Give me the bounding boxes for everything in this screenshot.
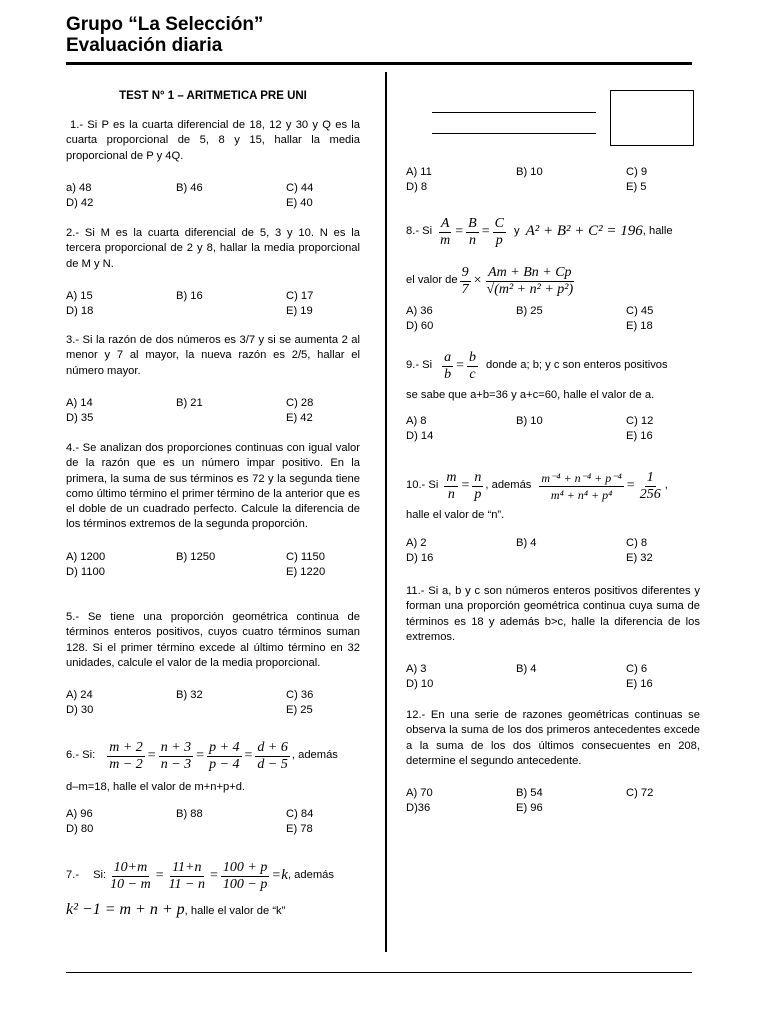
option-d[interactable]: D)36 [406, 802, 431, 815]
question-2 [66, 226, 360, 321]
option-e[interactable]: E) 42 [286, 411, 313, 424]
fraction-5: $\frac{Am + Bn + Cp}{\text{√(m² + n² + p²)}}$ [486, 264, 574, 297]
question-prefix: 7.- [66, 869, 80, 882]
question-prefix: 10.- Si [406, 479, 439, 492]
question-text: 1.- Si P es la cuarta diferencial de 18, 12 y 30 y Q es la cuarta proporcional de 5, 8 y 15, hallar la media proporcional de P y 4Q. [66, 119, 360, 162]
question-text: 2.- Si M es la cuarta diferencial de 5, 3 y 10. N es la tercera proporcional de 2 y 8, hallar la media proporcional de M y N. [66, 227, 360, 270]
fraction-1: $\frac{m + 2}{m - 2}$ [109, 739, 143, 772]
option-b[interactable]: B) 4 [516, 663, 537, 676]
fraction-2: $\frac{n}{p}$ [474, 469, 482, 502]
option-d[interactable]: D) 16 [406, 552, 434, 565]
test-title: TEST N° 1 – ARITMETICA PRE UNI [119, 90, 307, 102]
option-c[interactable]: C) 17 [286, 289, 314, 302]
fraction-3: $\frac{p + 4}{p - 4}$ [209, 739, 240, 772]
question-mid: , halle [642, 225, 673, 238]
option-a[interactable]: A) 1200 [66, 550, 106, 563]
question-mid: , además [485, 479, 532, 492]
option-a[interactable]: a) 48 [66, 181, 92, 194]
option-d[interactable]: D) 14 [406, 430, 434, 443]
option-b[interactable]: B) 46 [176, 181, 203, 194]
option-c[interactable]: C) 84 [286, 808, 314, 821]
fraction-3: $\frac{\text{m⁻⁴ + n⁻⁴ + p⁻⁴}}{\text{m⁴ + n⁴ + p⁴}}$ [541, 470, 622, 502]
question-9 [406, 344, 700, 446]
answer-options [66, 289, 360, 321]
equation-k: k² −1 = m + n + p [66, 901, 185, 918]
option-d[interactable]: D) 1100 [66, 565, 105, 578]
option-c[interactable]: C) 45 [626, 305, 654, 317]
option-b[interactable]: B) 1250 [176, 550, 216, 563]
option-b[interactable]: B) 10 [516, 166, 543, 178]
question-tail: , halle el valor de “k” [184, 905, 286, 917]
question-formula: 8.- Si $\frac{A}{m}$ = $\frac{B}{n}$ = $\frac{C}{p}$ y A² + B² + C² = 196 , halle [406, 215, 673, 248]
question-7 [66, 854, 360, 919]
option-d[interactable]: D) 30 [66, 704, 94, 717]
option-e[interactable]: E) 96 [516, 802, 543, 815]
option-c[interactable]: C) 9 [626, 166, 648, 178]
fraction-2: $\frac{B}{n}$ [468, 215, 477, 248]
option-c[interactable]: C) 12 [626, 415, 654, 428]
option-a[interactable]: A) 14 [66, 396, 93, 409]
option-d[interactable]: D) 18 [66, 304, 94, 317]
answer-options [406, 536, 700, 568]
question-prefix: 8.- Si [406, 225, 433, 238]
option-d[interactable]: D) 8 [406, 181, 428, 193]
option-d[interactable]: D) 80 [66, 823, 94, 836]
option-a[interactable]: A) 15 [66, 289, 93, 302]
document-header [66, 14, 263, 56]
question-text: 4.- Se analizan dos proporciones continuas con igual valor de la razón que es un número impar positivo. En la primera, la suma de sus términos es 72 y la segunda tiene como último término el primer término de la anterior que es el doble de un cuadrado perfecto. Calcule la diferencia de los términos extremos de la segunda proporción. [66, 442, 360, 531]
answer-options [66, 181, 360, 213]
option-b[interactable]: B) 32 [176, 689, 203, 702]
question-formula: 9.- Si $\frac{a}{b}$ = $\frac{b}{c}$ donde a; b; y c son enteros positivos [406, 349, 668, 382]
option-e[interactable]: E) 16 [626, 430, 653, 443]
question-prefix: 6.- Si: [66, 749, 96, 762]
question-text: 5.- Se tiene una proporción geométrica continua de términos enteros positivos, cuyos cuatro términos suman 128. Si el primer término excede al último término en 32 unidades, calcule el valor de la media proporcional. [66, 611, 360, 669]
option-b[interactable]: B) 4 [516, 537, 537, 550]
question-text [66, 902, 360, 919]
option-c[interactable]: C) 6 [626, 663, 648, 676]
fraction-4: $\frac{d + 6}{d - 5}$ [257, 739, 288, 772]
fraction-1: $\frac{m}{n}$ [446, 469, 457, 502]
question-11 [406, 584, 700, 694]
option-c[interactable]: C) 1150 [286, 550, 325, 563]
fraction-1: $\frac{A}{m}$ [440, 215, 451, 248]
question-12 [406, 708, 700, 818]
question-7-options [406, 165, 700, 197]
question-text: el valor de [406, 274, 458, 287]
question-text: 12.- En una serie de razones geométricas continuas se observa la suma de los dos primeros antecedentes excede a la suma de los dos últimos consecuentes en 208, determine el segundo antecedente. [406, 709, 700, 767]
header-rule [66, 62, 692, 65]
question-formula: 6.- Si: $\frac{m + 2}{m - 2}$ = $\frac{n + 3}{n - 3}$ = $\frac{p + 4}{p - 4}$ = $\frac{d + 6}{d - 5}$ , además [66, 739, 338, 772]
answer-options [406, 786, 700, 818]
fraction-1: $\frac{10+m}{10 - m}$ [110, 859, 151, 892]
option-e[interactable]: E) 32 [626, 552, 653, 565]
question-5 [66, 610, 360, 720]
option-e[interactable]: E) 16 [626, 678, 653, 691]
option-a[interactable]: A) 24 [66, 689, 93, 702]
question-text: 3.- Si la razón de dos números es 3/7 y si se aumenta 2 al menor y 7 al mayor, la nueva razón es 2/5, hallar el número mayor. [66, 334, 360, 377]
answer-options [406, 414, 700, 446]
question-8 [406, 210, 700, 336]
option-e[interactable]: E) 78 [286, 823, 313, 836]
option-c[interactable]: C) 8 [626, 537, 648, 550]
option-a[interactable]: A) 70 [406, 787, 433, 800]
fraction-4: $\frac{9}{7}$ [461, 264, 469, 297]
option-c[interactable]: C) 44 [286, 181, 314, 194]
name-line [432, 133, 596, 134]
option-e[interactable]: E) 40 [286, 196, 313, 209]
variable-k: k [281, 867, 288, 884]
answer-options [406, 662, 700, 694]
question-formula-2: el valor de $\frac{9}{7}$ × $\frac{Am + Bn + Cp}{\text{√(m² + n² + p²)}}$ [406, 264, 574, 297]
question-mid: donde a; b; y c son enteros positivos [486, 359, 668, 372]
fraction-2: $\frac{n + 3}{n - 3}$ [160, 739, 192, 772]
option-b[interactable]: B) 54 [516, 787, 543, 800]
question-10 [406, 464, 700, 568]
conjunction: y [513, 225, 520, 238]
fraction-3: $\frac{100 + p}{100 - p}$ [222, 859, 268, 892]
question-text: d–m=18, halle el valor de m+n+p+d. [66, 781, 246, 793]
option-e[interactable]: E) 18 [626, 320, 653, 332]
option-b[interactable]: B) 10 [516, 415, 543, 428]
answer-options [406, 165, 700, 197]
question-formula: 10.- Si $\frac{m}{n}$ = $\frac{n}{p}$ , además $\frac{\text{m⁻⁴ + n⁻⁴ + p⁻⁴}}{\text{m⁴ + n⁴ + p⁴}}$ = $\frac{1}{256}$ , [406, 469, 668, 502]
answer-options [66, 807, 360, 839]
option-b[interactable]: B) 88 [176, 808, 203, 821]
option-e[interactable]: E) 5 [626, 181, 647, 193]
answer-options [406, 304, 700, 336]
question-si: Si: [93, 869, 107, 882]
question-mid: , además [291, 749, 338, 762]
grade-box [610, 90, 694, 146]
option-e[interactable]: E) 1220 [286, 565, 326, 578]
column-divider [385, 72, 387, 952]
question-text: halle el valor de “n”. [406, 509, 505, 521]
question-text: se sabe que a+b=36 y a+c=60, halle el valor de a. [406, 389, 655, 401]
question-mid: , además [287, 869, 334, 882]
fraction-2: $\frac{11+n}{11 - n}$ [168, 859, 206, 892]
option-d[interactable]: D) 60 [406, 320, 434, 332]
fraction-2: $\frac{b}{c}$ [469, 349, 477, 382]
option-a[interactable]: A) 96 [66, 808, 93, 821]
fraction-4: $\frac{1}{256}$ [639, 469, 661, 502]
question-4 [66, 441, 360, 582]
equation-sum: A² + B² + C² = 196 [525, 223, 643, 240]
option-a[interactable]: A) 11 [406, 166, 432, 178]
option-b[interactable]: B) 16 [176, 289, 203, 302]
header-subtitle: Evaluación diaria [66, 35, 223, 56]
question-formula: 7.- Si: $\frac{10+m}{10 - m}$ = $\frac{11+n}{11 - n}$ = $\frac{100 + p}{100 - p}$ = k , además [66, 859, 334, 892]
footer-rule [66, 972, 692, 973]
option-e[interactable]: E) 25 [286, 704, 313, 717]
question-prefix: 9.- Si [406, 359, 433, 372]
option-c[interactable]: C) 28 [286, 396, 314, 409]
question-text: 11.- Si a, b y c son números enteros positivos diferentes y forman una proporción geométrica continua cuya suma de términos es 18 y además b>c, halle la diferencia de los extremos. [406, 585, 700, 643]
option-d[interactable]: D) 42 [66, 196, 94, 209]
option-a[interactable]: A) 2 [406, 537, 427, 550]
question-6 [66, 734, 360, 839]
header-group-name: Grupo “La Selección” [66, 14, 264, 35]
option-a[interactable]: A) 36 [406, 305, 433, 317]
option-a[interactable]: A) 8 [406, 415, 427, 428]
question-3 [66, 333, 360, 428]
answer-options [66, 396, 360, 428]
question-1 [66, 118, 360, 213]
option-c[interactable]: C) 72 [626, 787, 654, 800]
option-d[interactable]: D) 35 [66, 411, 94, 424]
option-c[interactable]: C) 36 [286, 689, 314, 702]
fraction-3: $\frac{C}{p}$ [494, 215, 504, 248]
option-b[interactable]: B) 25 [516, 305, 543, 317]
name-line [432, 112, 596, 113]
option-e[interactable]: E) 19 [286, 304, 313, 317]
fraction-1: $\frac{a}{b}$ [444, 349, 452, 382]
answer-options [66, 688, 360, 720]
option-d[interactable]: D) 10 [406, 678, 434, 691]
option-a[interactable]: A) 3 [406, 663, 427, 676]
option-b[interactable]: B) 21 [176, 396, 203, 409]
answer-options [66, 550, 360, 582]
